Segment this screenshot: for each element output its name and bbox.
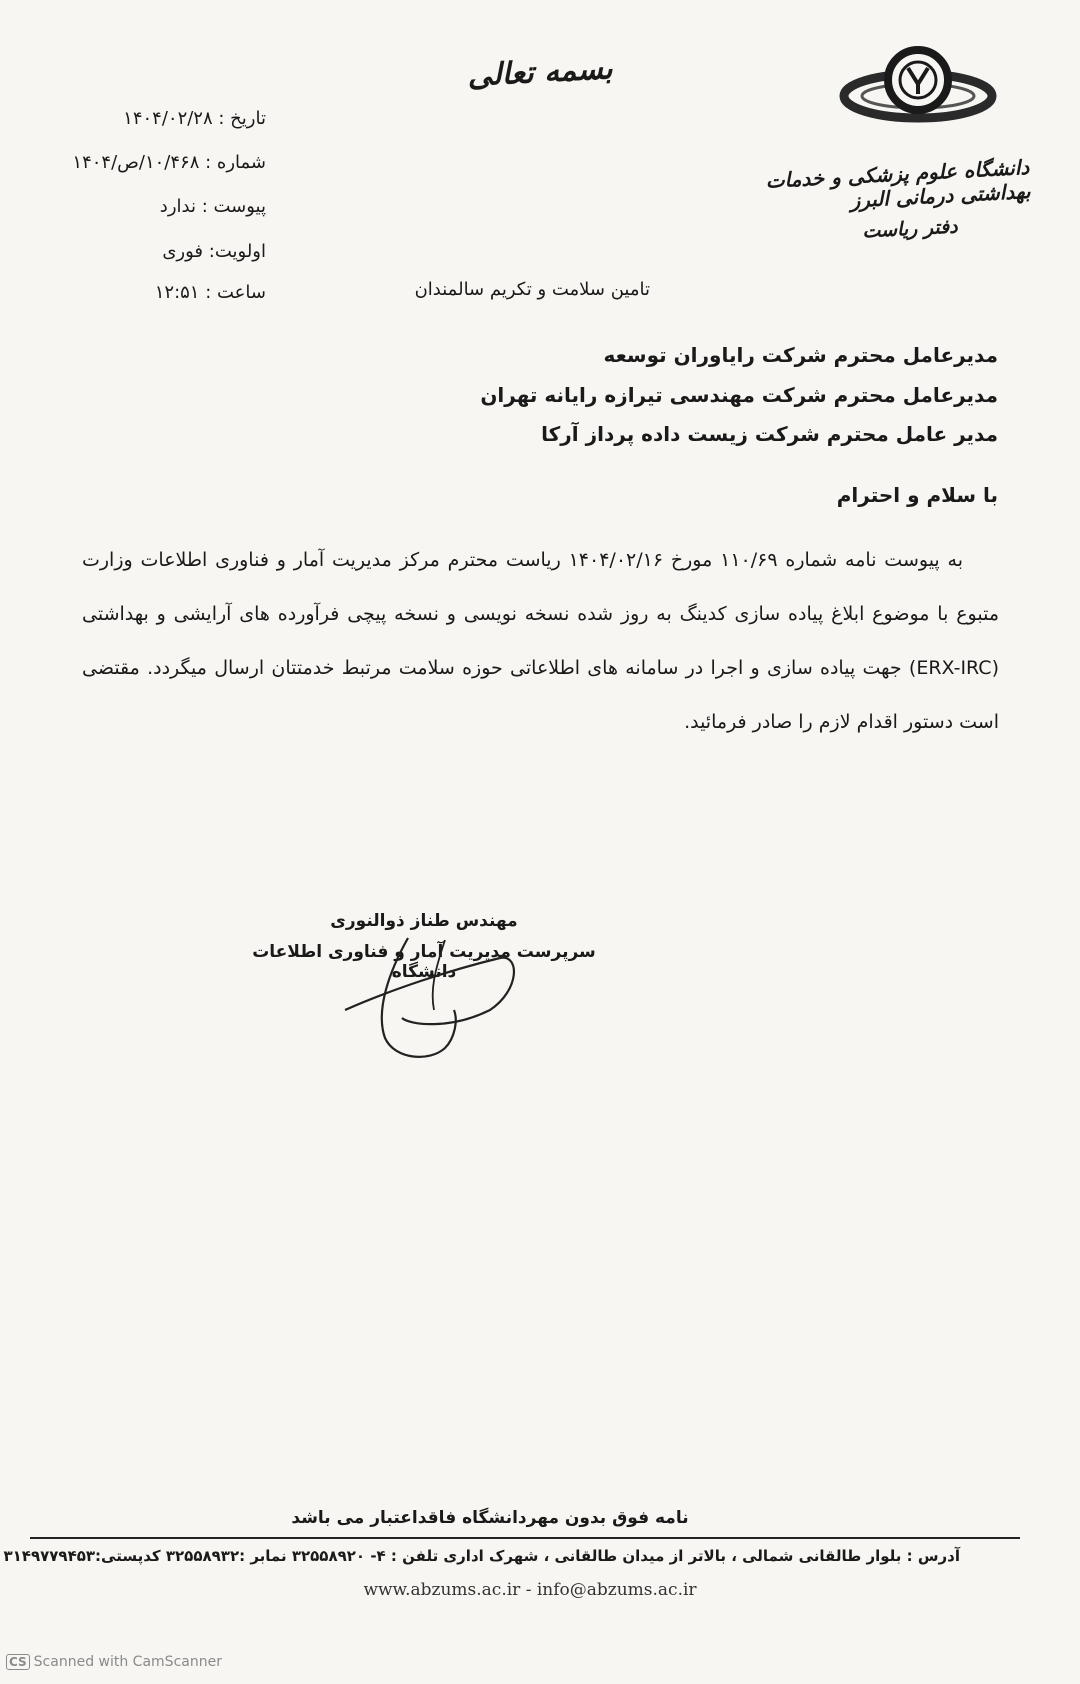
meta-date-label: تاریخ :: [218, 108, 266, 129]
meta-time-value: ۱۲:۵۱: [154, 282, 200, 303]
meta-time-label: ساعت :: [205, 282, 266, 303]
letter-heading: بسمه تعالی: [466, 51, 614, 94]
greeting: با سلام و احترام: [836, 483, 998, 507]
recipient-2: مدیرعامل محترم شرکت مهندسی تیرازه رایانه تهران: [480, 383, 998, 407]
footer-web-email: www.abzums.ac.ir - info@abzums.ac.ir: [363, 1580, 697, 1600]
scan-watermark-text: Scanned with CamScanner: [33, 1654, 222, 1670]
letter-subject: تامین سلامت و تکریم سالمندان: [414, 279, 650, 300]
meta-date-value: ۱۴۰۴/۰۲/۲۸: [123, 108, 213, 129]
scan-watermark: [6, 1654, 222, 1670]
handwritten-signature: [330, 930, 530, 1070]
university-name: دانشگاه علوم پزشکی و خدمات بهداشتی درمانی البرز: [765, 154, 1032, 213]
letter-body: به پیوست نامه شماره ۱۱۰/۶۹ مورخ ۱۴۰۴/۰۲/۱۶ ریاست محترم مرکز مدیریت آمار و فناوری اطلاعات وزارت متبوع با موضوع ابلاغ پیاده سازی کدینگ به روز شده نسخه نویسی و نسخه پیچی فرآورده های آرایشی و بهداشتی (ERX-IRC) جهت پیاده سازی و اجرا در سامانه های اطلاعاتی حوزه سلامت مرتبط خدمتتان ارسال میگردد. مقتضی است دستور اقدام لازم را صادر فرمائید.: [82, 549, 999, 733]
office-name: دفتر ریاست: [861, 215, 959, 243]
footer-address: آدرس : بلوار طالقانی شمالی ، بالاتر از میدان طالقانی ، شهرک اداری تلفن : ۴- ۳۲۵۵۸۹۲۰ نمابر :۳۲۵۵۸۹۳۲ کدپستی:۳۱۴۹۷۷۹۴۵۳: [3, 1547, 960, 1565]
meta-date: [46, 108, 266, 129]
meta-number: [46, 152, 266, 173]
meta-time: [46, 282, 266, 303]
meta-priority-value: فوری: [162, 241, 204, 262]
footer-divider: [30, 1537, 1020, 1539]
footer-validity-note: نامه فوق بدون مهردانشگاه فاقداعتبار می باشد: [291, 1508, 689, 1528]
camscanner-icon: CS: [6, 1654, 30, 1670]
signer-title: سرپرست مدیریت آمار و فناوری اطلاعات دانشگاه: [252, 942, 596, 982]
recipient-1: مدیرعامل محترم شرکت رایاوران توسعه: [603, 343, 998, 367]
meta-number-value: ۱۰/۴۶۸/ص/۱۴۰۴: [72, 152, 200, 173]
meta-attachment-value: ندارد: [159, 196, 196, 217]
meta-priority: [46, 241, 266, 262]
recipient-3: مدیر عامل محترم شرکت زیست داده پرداز آرکا: [541, 422, 998, 446]
meta-priority-label: اولویت:: [208, 241, 266, 262]
meta-attachment: [46, 196, 266, 217]
meta-attachment-label: پیوست :: [201, 196, 266, 217]
signer-name: مهندس طناز ذوالنوری: [330, 911, 518, 931]
meta-number-label: شماره :: [205, 152, 266, 173]
university-logo-icon: [838, 38, 998, 138]
